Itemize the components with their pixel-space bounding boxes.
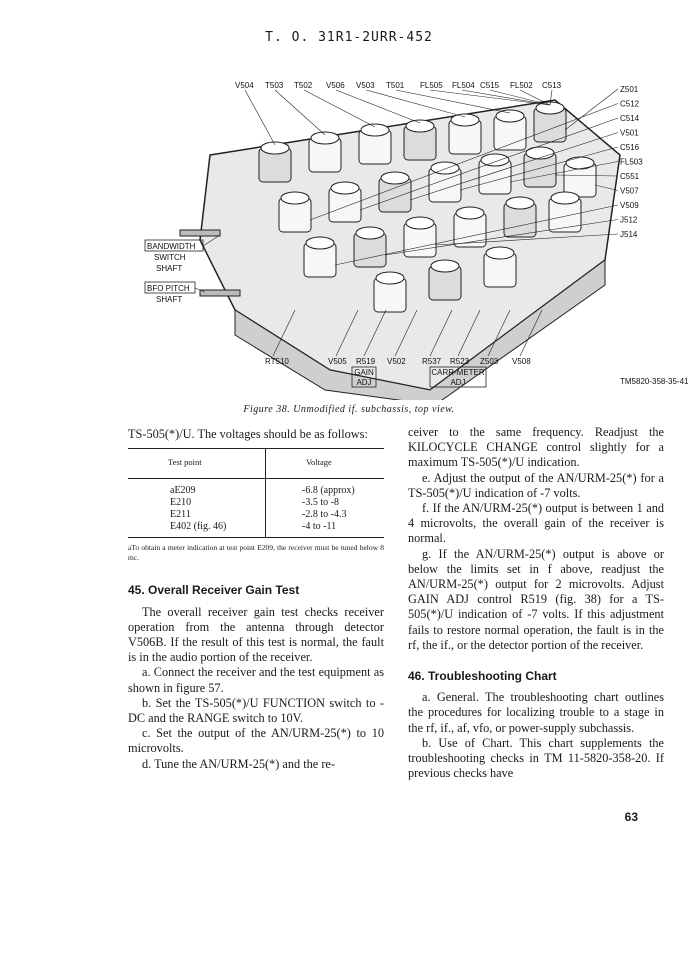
- chart-use: b. Use of Chart. This chart supplements the troubleshooting checks in TM 11-5820-358-20. If previous checks have: [408, 735, 664, 781]
- chassis-figure: [60, 60, 690, 400]
- component-top: [356, 227, 384, 239]
- page-number: 63: [624, 810, 638, 824]
- component-top: [361, 124, 389, 136]
- table-footnote: aTo obtain a meter indication at test point E209, the receiver must be tuned below 8 mc.: [128, 543, 384, 563]
- bandwidth-switch-label: SWITCH: [154, 253, 186, 262]
- continued-text: ceiver to the same frequency. Readjust the KILOCYCLE CHANGE control slightly for a maximum TS-505(*)/U indication.: [408, 425, 664, 470]
- callout-top: T502: [294, 81, 313, 90]
- page-header: T. O. 31R1-2URR-452: [265, 30, 433, 45]
- callout-right: FL503: [620, 157, 643, 167]
- bandwidth-shaft: [180, 230, 220, 236]
- callout-top: V506: [326, 81, 345, 90]
- gain-adj-label: ADJ: [356, 378, 372, 387]
- component-top: [566, 157, 594, 169]
- chart-general: a. General. The troubleshooting chart outlines the procedures for localizing trouble to a stage in the rf, if., af, vfo, or power-supply subchassis.: [408, 690, 664, 735]
- callout-top: T503: [265, 81, 284, 90]
- header-test-point: Test point: [128, 449, 266, 479]
- section-45-title: 45. Overall Receiver Gain Test: [128, 583, 300, 598]
- table-cell-voltage: -3.5 to -8: [302, 497, 339, 509]
- callout-bottom: R537: [422, 357, 442, 366]
- callout-top: C515: [480, 81, 500, 90]
- callout-right: C512: [620, 99, 640, 109]
- callout-bottom: V508: [512, 357, 531, 366]
- callout-right: V507: [620, 186, 639, 196]
- bfo-shaft-label: SHAFT: [156, 295, 183, 304]
- callout-top: FL505: [420, 81, 443, 90]
- gain-adj-label: GAIN: [354, 368, 374, 377]
- table-cell-voltage: -2.8 to -4.3: [302, 509, 347, 521]
- component-top: [551, 192, 579, 204]
- component-top: [486, 247, 514, 259]
- component-top: [406, 217, 434, 229]
- table-cell-voltage: -4 to -11: [266, 521, 385, 538]
- callout-top: C513: [542, 81, 562, 90]
- callout-right: V501: [620, 128, 639, 138]
- step-a: a. Connect the receiver and the test equipment as shown in figure 57.: [128, 665, 384, 695]
- table-cell-point: E402 (fig. 46): [128, 521, 266, 538]
- table-cell-voltage: -6.8 (approx): [302, 485, 355, 497]
- component-top: [261, 142, 289, 154]
- carr-meter-label: ADJ: [450, 378, 466, 387]
- step-e: e. Adjust the output of the AN/URM-25(*) for a TS-505(*)/U indication of -7 volts.: [408, 470, 664, 500]
- component-top: [481, 154, 509, 166]
- step-f: f. If the AN/URM-25(*) output is between 1 and 4 microvolts, the overall gain of the receiver is normal.: [408, 501, 664, 546]
- component-top: [496, 110, 524, 122]
- component-top: [376, 272, 404, 284]
- callout-top: T501: [386, 81, 405, 90]
- component-top: [431, 162, 459, 174]
- right-column: [408, 425, 664, 781]
- left-column: [128, 427, 384, 772]
- component-top: [331, 182, 359, 194]
- callout-bottom: R523: [450, 357, 470, 366]
- component-top: [451, 114, 479, 126]
- section-46-title: 46. Troubleshooting Chart: [408, 669, 557, 684]
- step-g: g. If the AN/URM-25(*) output is above or below the limits set in f above, readjust the AN/URM-25(*) output for 2 microvolts. Adjust GAIN ADJ control R519 (fig. 38) for a TS-505(*)/U indication of -7 volts. If this adjustment fails to restore normal operation, the fault is in the rf, the if., or the detector portion of the receiver.: [408, 546, 664, 652]
- table-cell-point: E210: [128, 497, 266, 509]
- callout-right: C551: [620, 172, 640, 181]
- bfo-shaft: [200, 290, 240, 296]
- bandwidth-shaft-label: SHAFT: [156, 264, 183, 273]
- step-c: c. Set the output of the AN/URM-25(*) to 10 microvolts.: [128, 726, 384, 756]
- callout-bottom: R519: [356, 357, 376, 366]
- component-top: [406, 120, 434, 132]
- callout-bottom: Z503: [480, 357, 499, 366]
- component-top: [281, 192, 309, 204]
- component-top: [381, 172, 409, 184]
- bandwidth-label: BANDWIDTH: [147, 242, 196, 251]
- carr-meter-label: CARR-METER: [431, 368, 485, 377]
- callout-right: J514: [620, 230, 638, 239]
- callout-bottom: RT510: [265, 357, 289, 366]
- callout-top: V503: [356, 81, 375, 90]
- callout-right: J512: [620, 215, 638, 225]
- callout-right: C516: [620, 143, 640, 152]
- callout-top: FL502: [510, 81, 533, 90]
- section-45-paragraph: The overall receiver gain test checks receiver operation from the antenna through detector V506B. If the result of this test is normal, the fault is in the audio portion of the receiver.: [128, 604, 384, 665]
- bfo-pitch-label: BFO PITCH: [147, 284, 190, 293]
- table-cell-point: E211: [128, 509, 266, 521]
- component-top: [431, 260, 459, 272]
- component-top: [526, 147, 554, 159]
- table-cell-point: aE209: [128, 479, 266, 498]
- voltage-table: [128, 448, 384, 538]
- component-top: [506, 197, 534, 209]
- step-d: d. Tune the AN/URM-25(*) and the re-: [142, 756, 335, 771]
- chassis-illustration: [60, 60, 690, 400]
- callout-top: V504: [235, 81, 254, 90]
- step-b: b. Set the TS-505(*)/U FUNCTION switch to -DC and the RANGE switch to 10V.: [128, 695, 384, 726]
- component-top: [456, 207, 484, 219]
- callout-right: V509: [620, 201, 639, 210]
- callout-bottom: V502: [387, 357, 406, 366]
- callout-bottom: V505: [328, 357, 347, 366]
- figure-caption: Figure 38. Unmodified if. subchassis, top view.: [243, 404, 455, 415]
- component-top: [311, 132, 339, 144]
- callout-top: FL504: [452, 81, 475, 90]
- intro-text: TS-505(*)/U. The voltages should be as follows:: [128, 427, 368, 441]
- header-voltage: Voltage: [266, 449, 385, 479]
- component-top: [306, 237, 334, 249]
- figure-code: TM5820-358-35-41: [620, 377, 689, 386]
- callout-right: Z501: [620, 85, 639, 94]
- callout-right: C514: [620, 114, 640, 123]
